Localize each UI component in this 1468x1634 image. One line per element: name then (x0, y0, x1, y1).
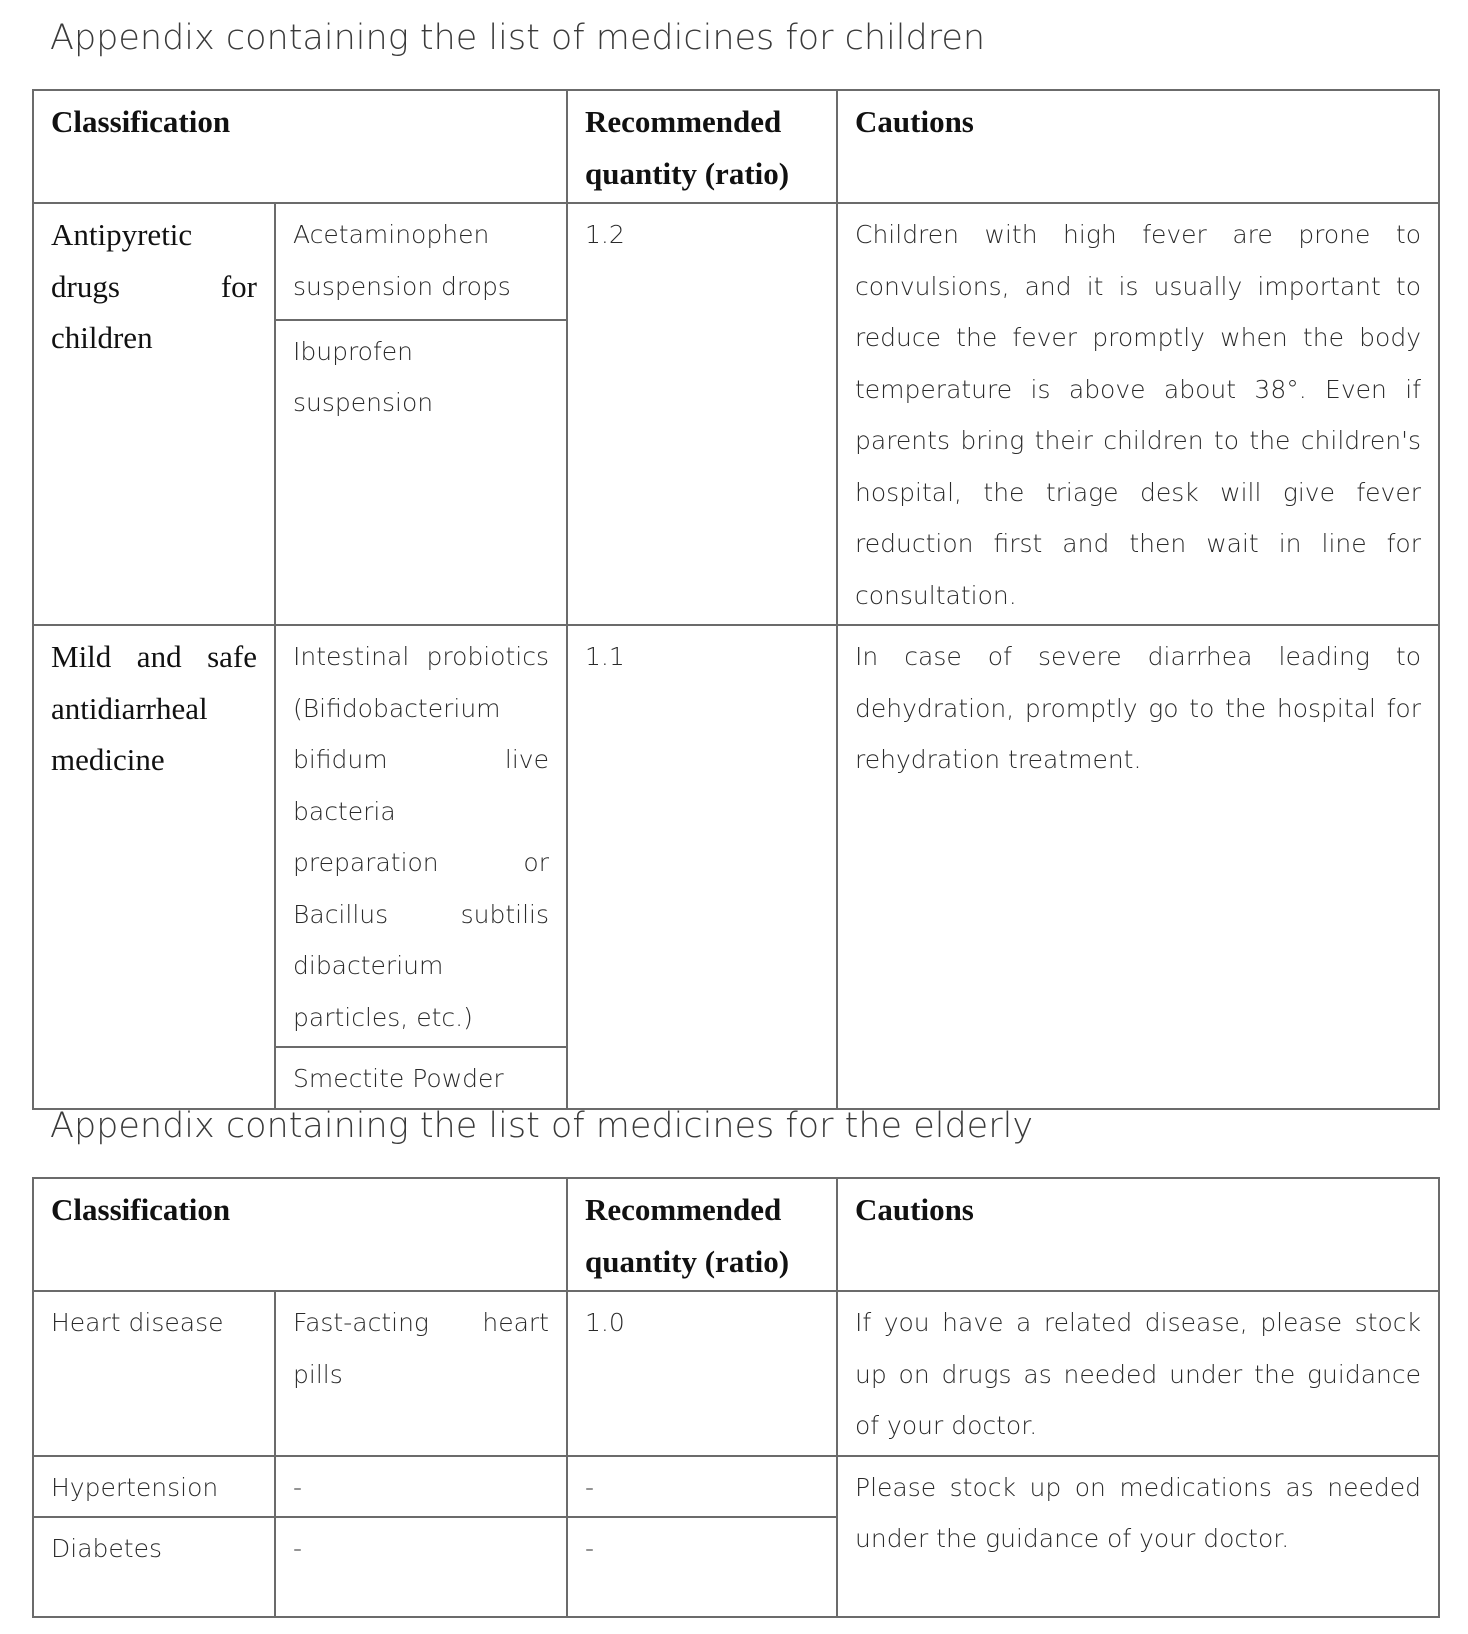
table-row (33, 625, 1439, 1047)
category-antipyretic: Antipyretic drugs for children (33, 203, 275, 625)
header-recommended-quantity: Recommended quantity (ratio) (567, 1178, 837, 1291)
medicine-hypertension: - (275, 1456, 567, 1518)
quantity-antipyretic: 1.2 (567, 203, 837, 625)
quantity-diabetes: - (567, 1517, 837, 1617)
quantity-antidiarrheal: 1.1 (567, 625, 837, 1109)
caution-heart-disease: If you have a related disease, please stock up on drugs as needed under the guidance of your doctor. (837, 1291, 1439, 1456)
caution-hypertension-diabetes: Please stock up on medications as needed under the guidance of your doctor. (837, 1456, 1439, 1618)
header-recommended-quantity: Recommended quantity (ratio) (567, 90, 837, 203)
medicine-probiotics: Intestinal probiotics (Bifidobacterium bifidum live bacteria preparation or Bacillus subtilis dibacterium particles, etc.) (275, 625, 567, 1047)
medicine-acetaminophen: Acetaminophen suspension drops (275, 203, 567, 320)
header-cautions: Cautions (837, 1178, 1439, 1291)
category-antidiarrheal: Mild and safe antidiarrheal medicine (33, 625, 275, 1109)
children-medicine-table (32, 89, 1440, 1110)
header-classification: Classification (33, 1178, 567, 1291)
elderly-medicine-table (32, 1177, 1440, 1618)
elderly-section-title: Appendix containing the list of medicines for the elderly (50, 1106, 1034, 1146)
table-header-row (33, 1178, 1439, 1291)
medicine-smectite: Smectite Powder (275, 1047, 567, 1109)
header-cautions: Cautions (837, 90, 1439, 203)
table-row (33, 1456, 1439, 1518)
category-diabetes: Diabetes (33, 1517, 275, 1617)
medicine-heart-pills: Fast-acting heart pills (275, 1291, 567, 1456)
medicine-ibuprofen: Ibuprofen suspension (275, 320, 567, 625)
table-row (33, 1291, 1439, 1456)
caution-antipyretic: Children with high fever are prone to convulsions, and it is usually important to reduce the fever promptly when the body temperature is above about 38°. Even if parents bring their children to the children's hospital, the triage desk will give fever reduction first and then wait in line for consultation. (837, 203, 1439, 625)
category-hypertension: Hypertension (33, 1456, 275, 1518)
children-section-title: Appendix containing the list of medicines for children (50, 18, 986, 58)
medicine-diabetes: - (275, 1517, 567, 1617)
table-row (33, 203, 1439, 320)
caution-antidiarrheal: In case of severe diarrhea leading to dehydration, promptly go to the hospital for rehydration treatment. (837, 625, 1439, 1109)
header-classification: Classification (33, 90, 567, 203)
quantity-hypertension: - (567, 1456, 837, 1518)
table-header-row (33, 90, 1439, 203)
category-heart-disease: Heart disease (33, 1291, 275, 1456)
quantity-heart-disease: 1.0 (567, 1291, 837, 1456)
